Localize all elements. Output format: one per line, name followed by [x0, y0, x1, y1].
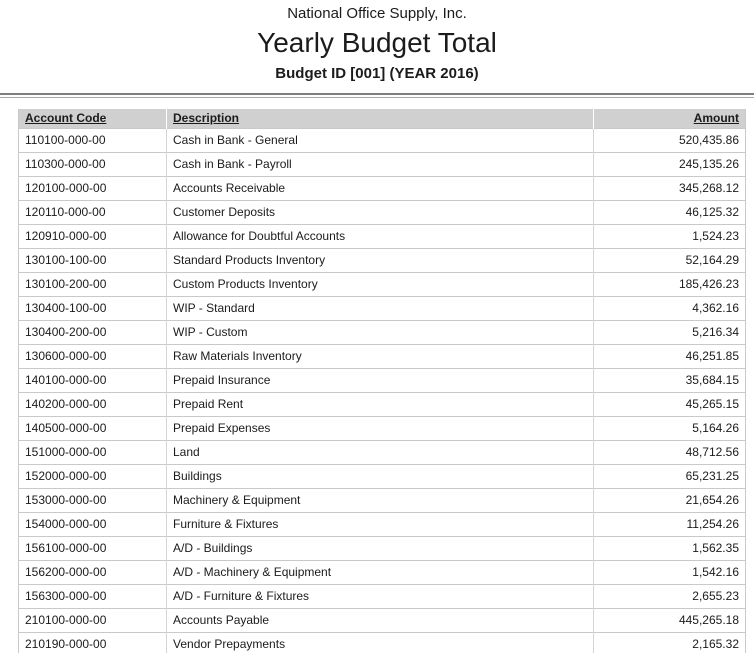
table-row	[19, 392, 746, 416]
table-body	[19, 128, 746, 653]
description-cell: Prepaid Expenses	[167, 416, 594, 440]
description-cell: Custom Products Inventory	[167, 272, 594, 296]
description-cell: Raw Materials Inventory	[167, 344, 594, 368]
amount-cell: 185,426.23	[594, 272, 746, 296]
account-code-cell: 120100-000-00	[19, 176, 167, 200]
table-row	[19, 320, 746, 344]
table-row	[19, 200, 746, 224]
description-cell: Prepaid Rent	[167, 392, 594, 416]
table-row	[19, 512, 746, 536]
amount-cell: 48,712.56	[594, 440, 746, 464]
table-row	[19, 176, 746, 200]
description-cell: A/D - Buildings	[167, 536, 594, 560]
description-cell: Accounts Payable	[167, 608, 594, 632]
table-row	[19, 464, 746, 488]
account-code-cell: 156200-000-00	[19, 560, 167, 584]
amount-cell: 21,654.26	[594, 488, 746, 512]
table-row	[19, 608, 746, 632]
description-cell: A/D - Machinery & Equipment	[167, 560, 594, 584]
description-cell: Land	[167, 440, 594, 464]
amount-cell: 52,164.29	[594, 248, 746, 272]
amount-cell: 520,435.86	[594, 128, 746, 152]
amount-cell: 65,231.25	[594, 464, 746, 488]
account-code-cell: 130100-200-00	[19, 272, 167, 296]
amount-cell: 345,268.12	[594, 176, 746, 200]
report-subtitle: Budget ID [001] (YEAR 2016)	[275, 65, 479, 82]
table-row	[19, 440, 746, 464]
amount-cell: 4,362.16	[594, 296, 746, 320]
description-cell: WIP - Standard	[167, 296, 594, 320]
description-cell: Cash in Bank - General	[167, 128, 594, 152]
account-code-cell: 153000-000-00	[19, 488, 167, 512]
amount-cell: 245,135.26	[594, 152, 746, 176]
report-header	[0, 0, 754, 84]
table-header-row	[19, 109, 746, 128]
description-cell: WIP - Custom	[167, 320, 594, 344]
account-code-cell: 130400-100-00	[19, 296, 167, 320]
column-header-description: Description	[167, 109, 594, 128]
amount-cell: 5,164.26	[594, 416, 746, 440]
amount-cell: 2,655.23	[594, 584, 746, 608]
account-code-cell: 140500-000-00	[19, 416, 167, 440]
header-divider	[0, 93, 754, 98]
account-code-cell: 110100-000-00	[19, 128, 167, 152]
table-row	[19, 560, 746, 584]
description-cell: Machinery & Equipment	[167, 488, 594, 512]
table-row	[19, 344, 746, 368]
table-row	[19, 128, 746, 152]
amount-cell: 45,265.15	[594, 392, 746, 416]
amount-cell: 1,562.35	[594, 536, 746, 560]
description-cell: Buildings	[167, 464, 594, 488]
company-name: National Office Supply, Inc.	[287, 5, 467, 22]
amount-cell: 11,254.26	[594, 512, 746, 536]
account-code-cell: 210100-000-00	[19, 608, 167, 632]
description-cell: Accounts Receivable	[167, 176, 594, 200]
account-code-cell: 140200-000-00	[19, 392, 167, 416]
account-code-cell: 130600-000-00	[19, 344, 167, 368]
account-code-cell: 152000-000-00	[19, 464, 167, 488]
page-title: Yearly Budget Total	[257, 27, 497, 58]
amount-cell: 445,265.18	[594, 608, 746, 632]
description-cell: Standard Products Inventory	[167, 248, 594, 272]
table-header	[19, 109, 746, 128]
amount-cell: 35,684.15	[594, 368, 746, 392]
description-cell: Vendor Prepayments	[167, 632, 594, 653]
description-cell: Customer Deposits	[167, 200, 594, 224]
amount-cell: 46,251.85	[594, 344, 746, 368]
column-header-amount: Amount	[594, 109, 746, 128]
description-cell: Furniture & Fixtures	[167, 512, 594, 536]
table-row	[19, 416, 746, 440]
column-header-account-code: Account Code	[19, 109, 167, 128]
table-row	[19, 248, 746, 272]
description-cell: Allowance for Doubtful Accounts	[167, 224, 594, 248]
description-cell: Cash in Bank - Payroll	[167, 152, 594, 176]
account-code-cell: 156300-000-00	[19, 584, 167, 608]
account-code-cell: 130400-200-00	[19, 320, 167, 344]
amount-cell: 2,165.32	[594, 632, 746, 653]
table-row	[19, 536, 746, 560]
amount-cell: 1,524.23	[594, 224, 746, 248]
table-row	[19, 296, 746, 320]
account-code-cell: 110300-000-00	[19, 152, 167, 176]
account-code-cell: 140100-000-00	[19, 368, 167, 392]
table-row	[19, 152, 746, 176]
budget-table	[18, 109, 746, 653]
account-code-cell: 154000-000-00	[19, 512, 167, 536]
account-code-cell: 156100-000-00	[19, 536, 167, 560]
table-row	[19, 224, 746, 248]
description-cell: Prepaid Insurance	[167, 368, 594, 392]
amount-cell: 46,125.32	[594, 200, 746, 224]
account-code-cell: 210190-000-00	[19, 632, 167, 653]
table-row	[19, 488, 746, 512]
table-row	[19, 368, 746, 392]
description-cell: A/D - Furniture & Fixtures	[167, 584, 594, 608]
amount-cell: 1,542.16	[594, 560, 746, 584]
table-row	[19, 632, 746, 653]
account-code-cell: 151000-000-00	[19, 440, 167, 464]
table-row	[19, 584, 746, 608]
account-code-cell: 120910-000-00	[19, 224, 167, 248]
account-code-cell: 120110-000-00	[19, 200, 167, 224]
table-row	[19, 272, 746, 296]
amount-cell: 5,216.34	[594, 320, 746, 344]
account-code-cell: 130100-100-00	[19, 248, 167, 272]
